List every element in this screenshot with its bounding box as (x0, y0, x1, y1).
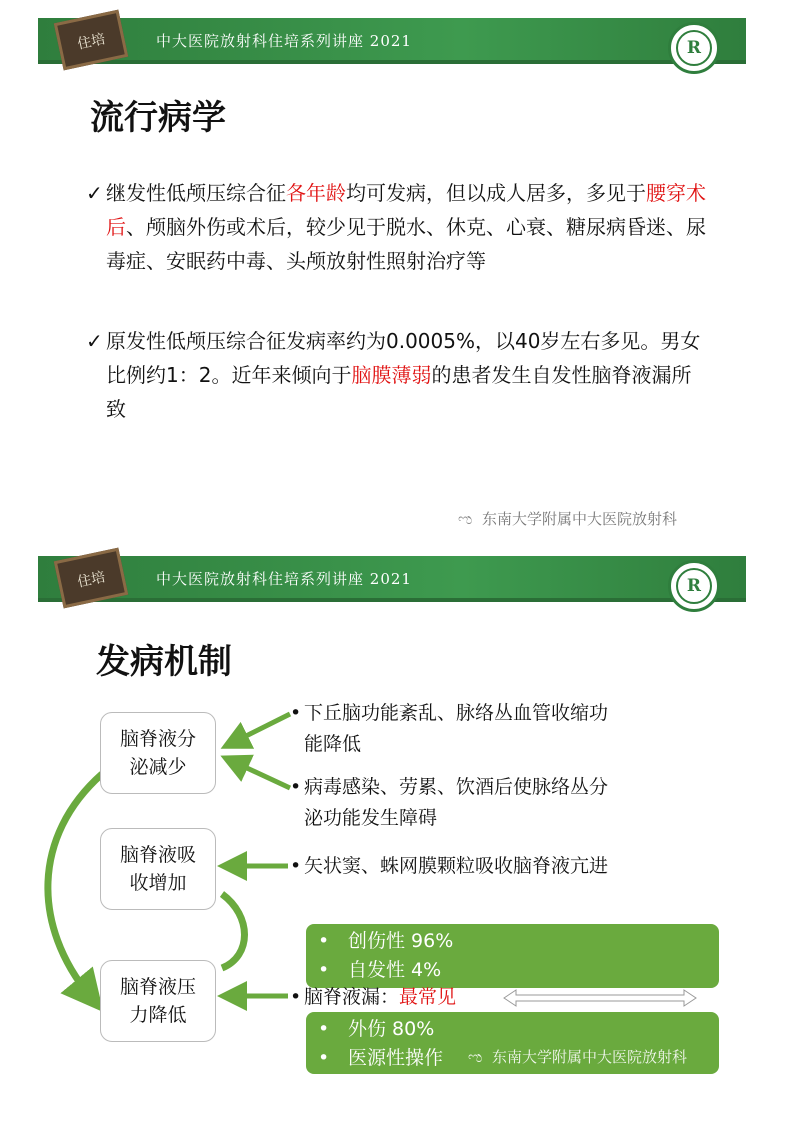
box-line: 脑脊液分 (119, 728, 196, 750)
bullet-dot: • (290, 855, 302, 877)
text-run: 原发性低颅压综合征发病率约为0.0005%，以40岁左右多见。男女比例约1：2。近年来倾向于 (106, 329, 701, 387)
hospital-logo-icon (668, 22, 720, 74)
course-title: 中大医院放射科住培系列讲座 2021 (156, 570, 412, 588)
point-text: 能降低 (304, 733, 362, 755)
flow-arrow (234, 762, 290, 788)
mechanism-box (100, 960, 216, 1042)
text-run: 均可发病，但以成人居多，多见于 (346, 181, 646, 205)
logo-mark: R (676, 568, 712, 604)
check-icon: ✓ (86, 329, 103, 353)
bullet-text (86, 324, 706, 426)
point-text: 泌功能发生障碍 (304, 807, 438, 829)
flow-arrow (234, 714, 290, 742)
breakdown-text: 自发性 4% (348, 959, 442, 981)
double-arrow (504, 990, 696, 1006)
bullet-item (86, 324, 706, 426)
highlight-text: 腰穿术后 (106, 181, 706, 239)
highlight-text: 最常见 (399, 986, 457, 1008)
bullet-dot: • (318, 1018, 330, 1040)
bullet-dot: • (290, 702, 302, 724)
banner-stripe (38, 60, 746, 64)
course-title: 中大医院放射科住培系列讲座 2021 (156, 32, 412, 50)
mechanism-box (100, 828, 216, 910)
box-line: 脑脊液压 (119, 976, 196, 998)
cause-point (290, 772, 608, 834)
bullet-dot: • (318, 1047, 330, 1069)
cause-point (290, 698, 608, 760)
point-text: 下丘脑功能紊乱、脉络丛血管收缩功 (304, 702, 609, 724)
header-banner (38, 18, 746, 64)
slide-epidemiology (38, 18, 746, 530)
wechat-icon: ಌ (458, 510, 473, 528)
highlight-text: 各年龄 (286, 181, 346, 205)
breakdown-row (318, 956, 719, 985)
text-run: 的患者发生自发性脑脊液漏所致 (106, 363, 692, 421)
text-run: 、颅脑外伤或术后，较少见于脱水、休克、心衰、糖尿病昏迷、尿毒症、安眠药中毒、头颅放射性照射治疗等 (106, 215, 706, 273)
flow-connector (222, 894, 245, 968)
point-text: 脑脊液漏： (304, 986, 400, 1008)
breakdown-text: 创伤性 96% (348, 930, 454, 952)
box-line: 脑脊液吸 (119, 844, 196, 866)
watermark (468, 1046, 687, 1067)
bullet-dot: • (290, 986, 302, 1008)
highlight-text: 脑膜薄弱 (351, 363, 432, 387)
text-run: 继发性低颅压综合征 (106, 181, 286, 205)
watermark (458, 508, 677, 529)
box-line: 收增加 (129, 872, 187, 894)
bullet-text (86, 176, 706, 278)
leak-point (290, 982, 456, 1013)
bullet-dot: • (318, 959, 330, 981)
breakdown-row (318, 927, 719, 956)
slide-pathogenesis (38, 556, 746, 1096)
cause-point (290, 851, 608, 882)
point-text: 矢状窦、蛛网膜颗粒吸收脑脊液亢进 (304, 855, 609, 877)
breakdown-text: 医源性操作 (348, 1047, 444, 1069)
watermark-text: 东南大学附属中大医院放射科 (482, 510, 678, 528)
logo-mark: R (676, 30, 712, 66)
watermark-text: 东南大学附属中大医院放射科 (492, 1048, 688, 1066)
slide-title: 发病机制 (96, 642, 232, 682)
breakdown-row (318, 1015, 719, 1044)
flow-arrow (48, 774, 102, 996)
box-line: 泌减少 (129, 756, 187, 778)
bullet-item (86, 176, 706, 278)
bullet-dot: • (290, 776, 302, 798)
box-line: 力降低 (129, 1004, 187, 1026)
chalkboard-text: 住培 (76, 31, 107, 53)
bullet-dot: • (318, 930, 330, 952)
point-text: 病毒感染、劳累、饮酒后使脉络丛分 (304, 776, 609, 798)
chalkboard-text: 住培 (76, 569, 107, 591)
wechat-icon: ಌ (468, 1048, 483, 1066)
mechanism-box (100, 712, 216, 794)
check-icon: ✓ (86, 181, 103, 205)
breakdown-text: 外伤 80% (348, 1018, 435, 1040)
trauma-breakdown (306, 924, 719, 988)
slide-title: 流行病学 (90, 98, 226, 138)
